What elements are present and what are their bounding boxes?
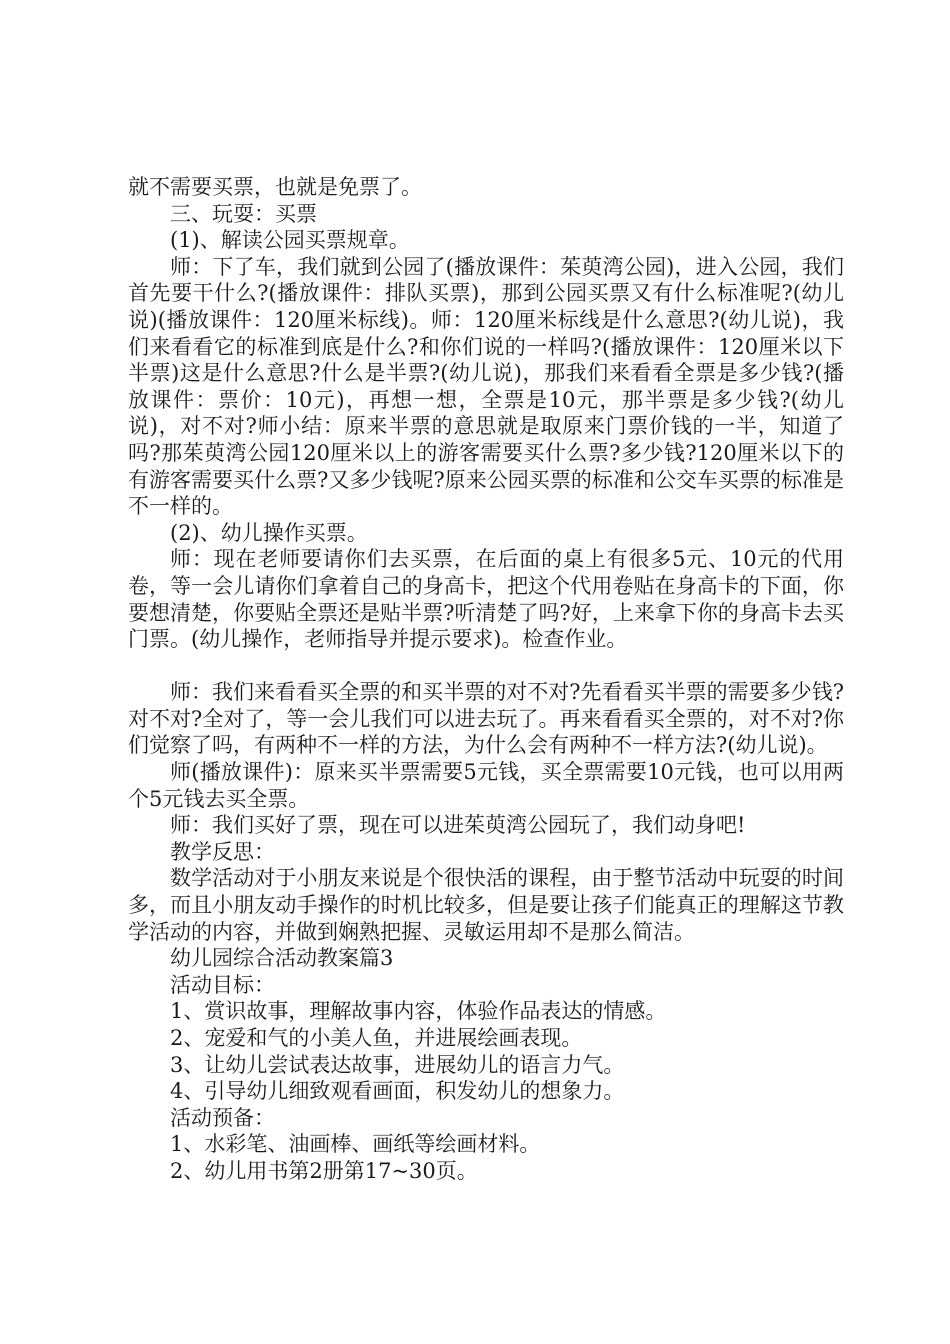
paragraph: 师：下了车，我们就到公园了(播放课件：茱萸湾公园)，进入公园，我们首先要干什么?(播放课件：排队买票)，那到公园买票又有什么标准呢?(幼儿说)(播放课件：120厘米标线)。师：120厘米标线是什么意思?(幼儿说)，我们来看看它的标准到底是什么?和你们说的一样吗?(播放课件：120厘米以下半票)这是什么意思?什么是半票?(幼儿说)，那我们来看看全票是多少钱?(播放课件：票价：10元)，再想一想，全票是10元，那半票是多少钱?(幼儿说)，对不对?师小结：原来半票的意思就是取原来门票价钱的一半，知道了吗?那茱萸湾公园120厘米以上的游客需要买什么票?多少钱?120厘米以下的有游客需要买什么票?又多少钱呢?原来公园买票的标准和公交车买票的标准是不一样的。 [128, 254, 844, 519]
list-item: 1、水彩笔、油画棒、画纸等绘画材料。 [170, 1132, 541, 1157]
section-heading: 教学反思： [170, 839, 275, 864]
subsection-heading: (1)、解读公园买票规章。 [170, 228, 410, 253]
list-item: 4、引导幼儿细致观看画面，积发幼儿的想象力。 [170, 1079, 625, 1104]
document-body [128, 174, 844, 1185]
paragraph: 就不需要买票，也就是免票了。 [128, 175, 422, 199]
subsection-heading: (2)、幼儿操作买票。 [170, 520, 368, 545]
paragraph: 师：我们来看看买全票的和买半票的对不对?先看看买半票的需要多少钱?对不对?全对了，等一会儿我们可以进去玩了。再来看看买全票的，对不对?你们觉察了吗，有两种不一样的方法，为什么会有两种不一样方法?(幼儿说)。 [128, 680, 844, 758]
list-item: 3、让幼儿尝试表达故事，进展幼儿的语言力气。 [170, 1052, 625, 1077]
paragraph: 数学活动对于小朋友来说是个很快活的课程，由于整节活动中玩耍的时间多，而且小朋友动手操作的时机比较多，但是要让孩子们能真正的理解这节教学活动的内容，并做到娴熟把握、灵敏运用却不是那么简洁。 [128, 866, 844, 944]
section-heading: 三、玩耍：买票 [170, 201, 317, 226]
paragraph: 师：我们买好了票，现在可以进茱萸湾公园玩了，我们动身吧! [170, 813, 746, 838]
blank-line [128, 653, 844, 680]
paragraph: 师(播放课件)：原来买半票需要5元钱，买全票需要10元钱，也可以用两个5元钱去买全票。 [128, 760, 844, 811]
section-heading: 活动预备： [170, 1105, 275, 1130]
list-item: 1、赏识故事，理解故事内容，体验作品表达的情感。 [170, 999, 667, 1024]
list-item: 2、幼儿用书第2册第17~30页。 [170, 1158, 478, 1183]
document-title: 幼儿园综合活动教案篇3 [170, 946, 394, 971]
list-item: 2、宠爱和气的小美人鱼，并进展绘画表现。 [170, 1026, 583, 1050]
paragraph: 师：现在老师要请你们去买票，在后面的桌上有很多5元、10元的代用卷，等一会儿请你们拿着自己的身高卡，把这个代用卷贴在身高卡的下面，你要想清楚，你要贴全票还是贴半票?听清楚了吗?好，上来拿下你的身高卡去买门票。(幼儿操作，老师指导并提示要求)。检查作业。 [128, 547, 844, 652]
section-heading: 活动目标： [170, 972, 275, 997]
